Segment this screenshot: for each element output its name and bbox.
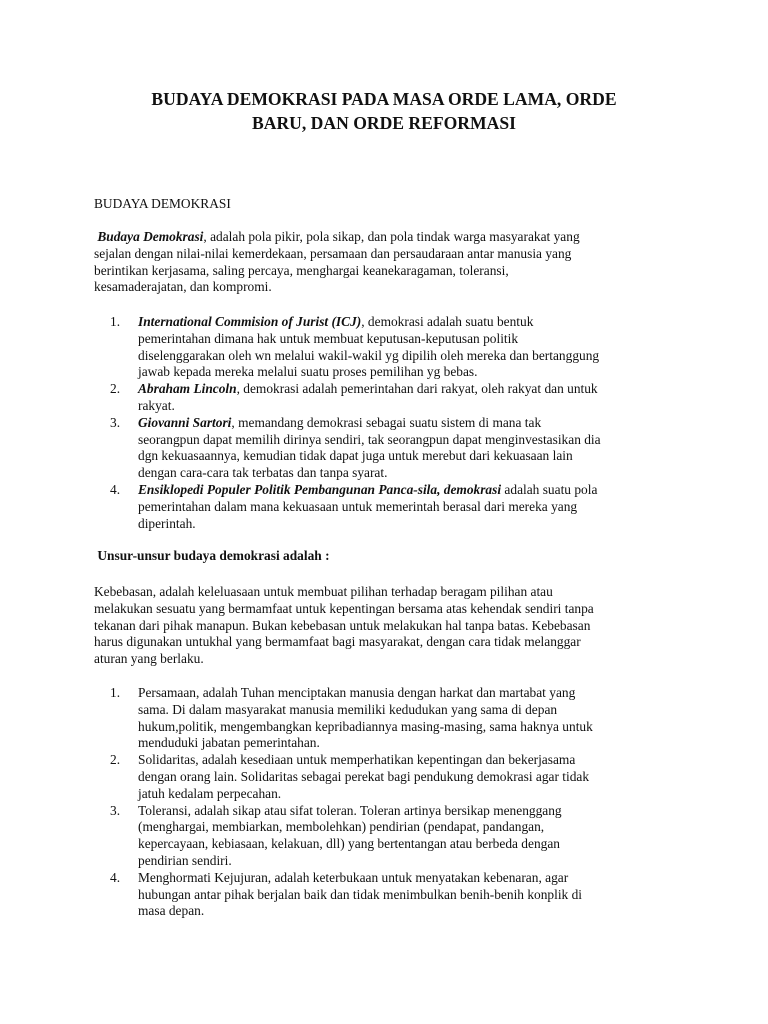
list-line: Persamaan, adalah Tuhan menciptakan manusia dengan harkat dan martabat yang bbox=[138, 685, 576, 700]
list-term: Giovanni Sartori bbox=[138, 414, 232, 430]
list-line-rest: , demokrasi adalah pemerintahan dari rakyat, oleh rakyat dan untuk bbox=[236, 381, 598, 397]
list-line: kepercayaan, kebiasaan, kelakuan, dll) yang bertentangan atau berbeda dengan bbox=[138, 836, 560, 852]
list-line: dengan orang lain. Solidaritas sebagai perekat bagi pendukung demokrasi agar tidak bbox=[138, 768, 590, 784]
list-line: Menghormati Kejujuran, adalah keterbukaan untuk menyatakan kebenaran, agar bbox=[138, 869, 569, 885]
list-line: Solidaritas, adalah kesediaan untuk memperhatikan kepentingan dan bekerjasama bbox=[138, 752, 576, 768]
list-line: dgn kekuasaannya, kemudian tidak dapat juga untuk merebut dari kekuasaan lain bbox=[138, 448, 573, 464]
list-line bbox=[138, 381, 680, 398]
list-line: seorangpun dapat memilih dirinya sendiri, tak seorangpun dapat menginvestasikan dia bbox=[138, 431, 601, 447]
definition-paragraph bbox=[94, 229, 674, 296]
list-number: 2. bbox=[110, 381, 121, 397]
section-heading: BUDAYA DEMOKRASI bbox=[94, 196, 231, 211]
list-line bbox=[138, 482, 680, 499]
list-line: jatuh kedalam perpecahan. bbox=[138, 785, 282, 801]
definition-line-1-rest: , adalah pola pikir, pola sikap, dan pola tindak warga masyarakat yang bbox=[203, 229, 580, 244]
list-item bbox=[110, 415, 680, 482]
definition-line-3: berintikan kerjasama, saling percaya, menghargai keanekaragaman, toleransi, bbox=[94, 262, 509, 278]
list-item bbox=[110, 870, 680, 920]
kebebasan-line: aturan yang berlaku. bbox=[94, 651, 204, 667]
list-item bbox=[110, 314, 680, 381]
unsur-heading-text bbox=[94, 548, 674, 565]
unsur-list bbox=[110, 685, 680, 920]
list-number: 4. bbox=[110, 481, 121, 497]
kebebasan-line: Kebebasan, adalah keleluasaan untuk membuat pilihan terhadap beragam pilihan atau bbox=[94, 584, 553, 599]
list-line: menduduki jabatan pemerintahan. bbox=[138, 735, 320, 751]
title-line-2: BARU, DAN ORDE REFORMASI bbox=[252, 113, 516, 133]
unsur-heading-label: Unsur-unsur budaya demokrasi adalah : bbox=[97, 548, 330, 563]
list-line: jawab kepada mereka melalui suatu proses pemilihan yg bebas. bbox=[138, 364, 478, 380]
list-line: pendirian sendiri. bbox=[138, 852, 232, 868]
title-line-1: BUDAYA DEMOKRASI PADA MASA ORDE LAMA, ORDE bbox=[151, 89, 617, 109]
list-line bbox=[138, 314, 680, 331]
list-item bbox=[110, 803, 680, 870]
kebebasan-paragraph bbox=[94, 584, 674, 668]
definitions-list bbox=[110, 314, 680, 532]
list-line: diselenggarakan oleh wn melalui wakil-wakil yg dipilih oleh mereka dan bertanggung bbox=[138, 347, 600, 363]
list-line: sama. Di dalam masyarakat manusia memiliki kedudukan yang sama di depan bbox=[138, 701, 558, 717]
list-item bbox=[110, 381, 680, 415]
list-number: 4. bbox=[110, 869, 121, 885]
list-line: dengan cara-cara tak terbatas dan tanpa syarat. bbox=[138, 465, 388, 481]
list-line-rest: , demokrasi adalah suatu bentuk bbox=[361, 314, 534, 329]
list-term: Abraham Lincoln bbox=[138, 381, 237, 397]
list-number: 2. bbox=[110, 752, 121, 768]
kebebasan-line: harus digunakan untukhal yang bermamfaat bagi masyarakat, dengan cara tidak melanggar bbox=[94, 634, 581, 650]
list-line: pemerintahan dimana hak untuk membuat keputusan-keputusan politik bbox=[138, 330, 519, 346]
list-line: rakyat. bbox=[138, 397, 175, 413]
list-line: diperintah. bbox=[138, 515, 196, 531]
definition-line-2: sejalan dengan nilai-nilai kemerdekaan, persamaan dan persaudaraan antar manusia yang bbox=[94, 245, 572, 261]
list-term: International Commision of Jurist (ICJ) bbox=[138, 314, 362, 329]
list-item bbox=[110, 685, 680, 752]
list-term: Ensiklopedi Populer Politik Pembangunan Panca-sila, demokrasi bbox=[138, 481, 502, 497]
definition-term: Budaya Demokrasi bbox=[97, 229, 204, 244]
list-line: (menghargai, membiarkan, membolehkan) pendirian (pendapat, pandangan, bbox=[138, 819, 545, 835]
list-item bbox=[110, 482, 680, 532]
definition-line-4: kesamaderajatan, dan kompromi. bbox=[94, 279, 272, 295]
list-line: pemerintahan dalam mana kekuasaan untuk memerintah berasal dari mereka yang bbox=[138, 498, 578, 514]
list-line: Toleransi, adalah sikap atau sifat toleran. Toleran artinya bersikap menenggang bbox=[138, 802, 562, 818]
list-line-rest: , memandang demokrasi sebagai suatu sistem di mana tak bbox=[231, 414, 542, 430]
list-number: 1. bbox=[110, 685, 121, 700]
list-line: masa depan. bbox=[138, 903, 205, 919]
document-title bbox=[0, 87, 768, 135]
kebebasan-line: melakukan sesuatu yang bermamfaat untuk kepentingan bersama atas kehendak sendiri tanpa bbox=[94, 600, 594, 616]
list-number: 3. bbox=[110, 414, 121, 430]
list-item bbox=[110, 752, 680, 802]
list-number: 3. bbox=[110, 802, 121, 818]
kebebasan-line: tekanan dari pihak manapun. Bukan kebebasan untuk melakukan hal tanpa batas. Kebebasan bbox=[94, 617, 591, 633]
unsur-heading bbox=[94, 548, 674, 565]
list-line: hukum,politik, mengembangkan kepribadiannya masing-masing, sama haknya untuk bbox=[138, 718, 593, 734]
list-number: 1. bbox=[110, 314, 121, 329]
list-line bbox=[138, 415, 680, 432]
definition-line-1 bbox=[94, 229, 674, 246]
list-line-rest: adalah suatu pola bbox=[501, 481, 598, 497]
list-line: hubungan antar pihak berjalan baik dan tidak menimbulkan benih-benih konplik di bbox=[138, 886, 583, 902]
